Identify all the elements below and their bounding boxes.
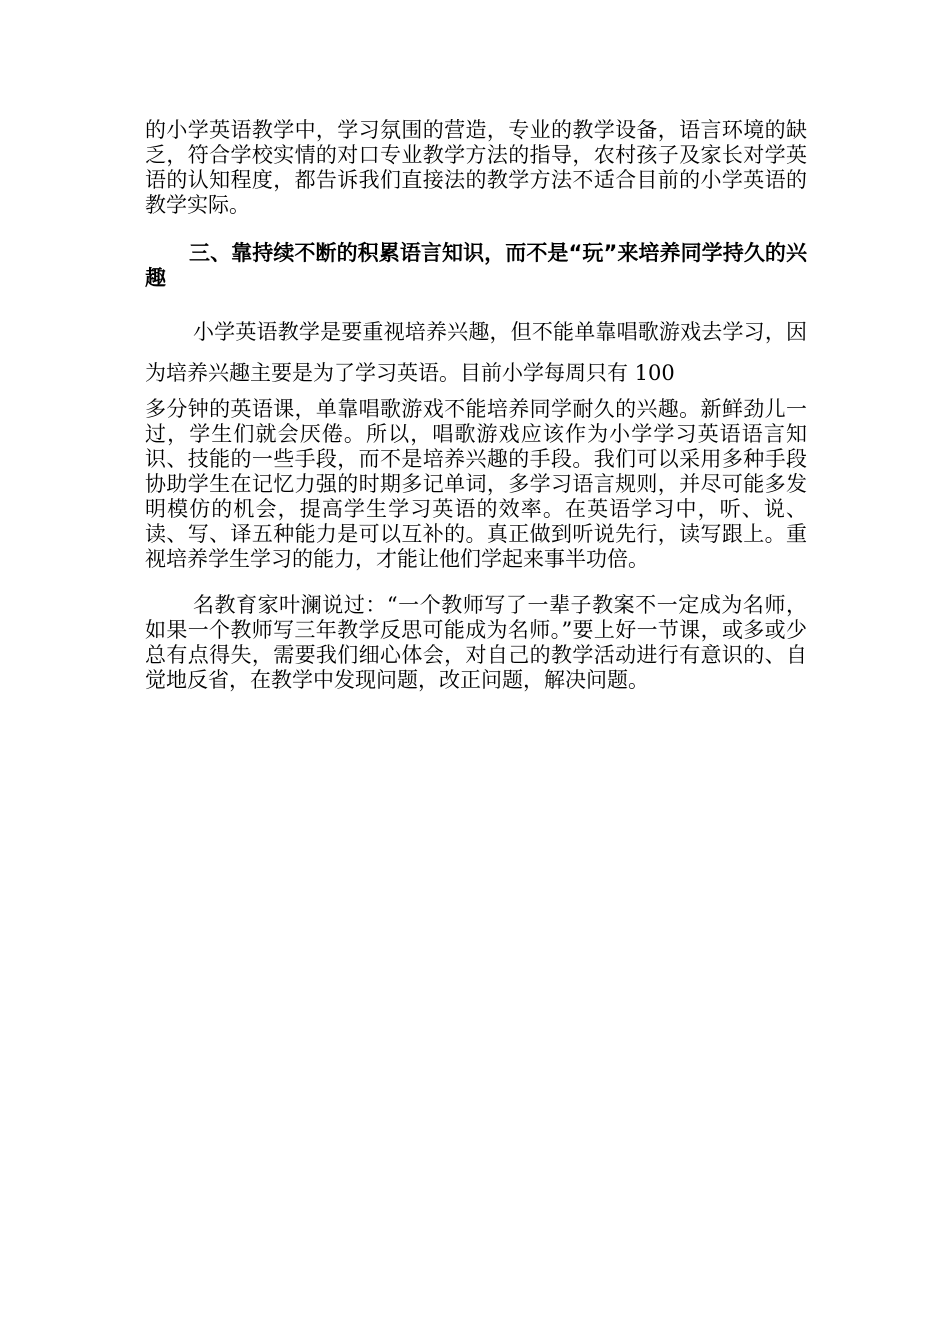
paragraph-2-continued: 多分钟的英语课，单靠唱歌游戏不能培养同学耐久的兴趣。新鲜劲儿一过，学生们就会厌倦。所以，唱歌游戏应该作为小学学习英语语言知识、技能的一些手段，而不是培养兴趣的手段。我们可以采用多种手段协助学生在记忆力强的时期多记单词，多学习语言规则，并尽可能多发明模仿的机会，提高学生学习英语的效率。在英语学习中，听、说、读、写、译五种能力是可以互补的。真正做到听说先行，读写跟上。重视培养学生学习的能力，才能让他们学起来事半功倍。 [145,397,807,571]
document-body [145,118,807,693]
section-heading-3: 三、靠持续不断的积累语言知识，而不是“玩”来培养同学持久的兴趣 [145,241,807,290]
paragraph-2-start: 小学英语教学是要重视培养兴趣，但不能单靠唱歌游戏去学习，因为培养兴趣主要是为了学习英语。目前小学每周只有 100 [145,320,807,385]
paragraph-1: 的小学英语教学中，学习氛围的营造，专业的教学设备，语言环境的缺乏，符合学校实情的对口专业教学方法的指导，农村孩子及家长对学英语的认知程度，都告诉我们直接法的教学方法不适合目前的小学英语的教学实际。 [145,118,807,217]
paragraph-3: 名教育家叶澜说过：“一个教师写了一辈子教案不一定成为名师，如果一个教师写三年教学反思可能成为名师。”要上好一节课，或多或少总有点得失，需要我们细心体会，对自己的教学活动进行有意识的、自觉地反省，在教学中发现问题，改正问题，解决问题。 [145,593,807,692]
